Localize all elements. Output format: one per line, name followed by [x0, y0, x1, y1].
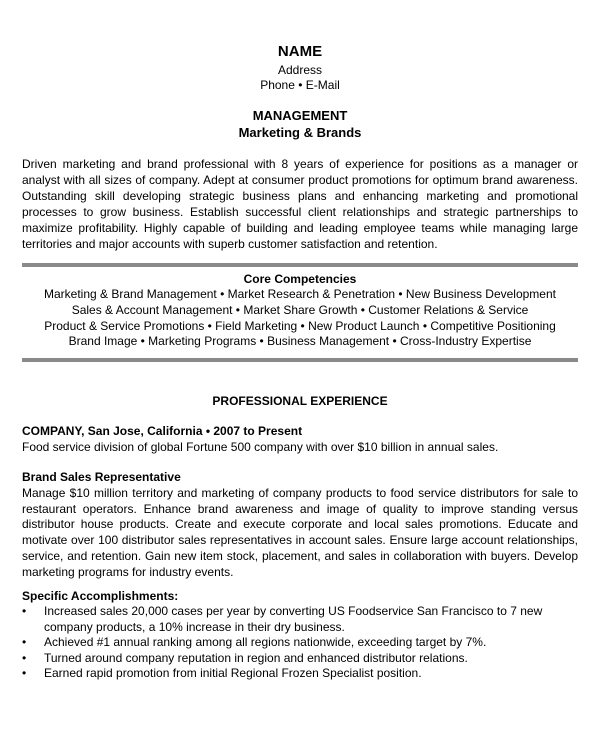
address: Address	[277, 63, 323, 77]
role-description: Manage $10 million territory and marketing of company products to food service distributors for sale to restaurant operators. Enhance brand awareness and image of quality to improve standing versus distributor house products. Create and execute corporate and local sales promotions. Educate and motivate over 100 distributor sales representatives in account sales. Ensure large account relationships, service, and retention. Gain new item stock, placement, and sales in collaboration with buyers. Develop marketing programs for industry events.	[22, 486, 578, 579]
divider-bottom	[22, 358, 578, 362]
list-item: • Achieved #1 annual ranking among all regions nationwide, exceeding target by 7%.	[22, 635, 578, 651]
contact-info: Phone • E-Mail	[260, 78, 340, 92]
role-title: Brand Sales Representative	[22, 470, 181, 484]
competency-line: Marketing & Brand Management • Market Research & Penetration • New Business Development	[44, 287, 556, 301]
divider-top	[22, 263, 578, 267]
competencies-list	[0, 287, 600, 350]
competency-line: Sales & Account Management • Market Share Growth • Customer Relations & Service	[71, 302, 529, 317]
headline-title: MANAGEMENT	[252, 108, 348, 123]
experience-title: PROFESSIONAL EXPERIENCE	[212, 394, 388, 408]
company-description: Food service division of global Fortune 500 company with over $10 billion in annual sales.	[22, 440, 499, 454]
list-item: • Earned rapid promotion from initial Regional Frozen Specialist position.	[22, 666, 578, 682]
competencies-title: Core Competencies	[243, 272, 357, 286]
headline-subtitle: Marketing & Brands	[238, 125, 362, 140]
company-line: COMPANY, San Jose, California • 2007 to Present	[22, 424, 303, 438]
competency-line: Product & Service Promotions • Field Marketing • New Product Launch • Competitive Positioning	[44, 318, 556, 333]
list-item: • Turned around company reputation in region and enhanced distributor relations.	[22, 651, 578, 667]
competency-line: Brand Image • Marketing Programs • Business Management • Cross-Industry Expertise	[68, 334, 532, 349]
accomplishments-title: Specific Accomplishments:	[22, 589, 179, 603]
accomplishments-list	[22, 604, 578, 682]
candidate-name: NAME	[277, 43, 323, 60]
list-item: • Increased sales 20,000 cases per year by converting US Foodservice San Francisco to 7 new company products, a 10% increase in their dry business.	[22, 604, 578, 635]
summary-paragraph: Driven marketing and brand professional with 8 years of experience for positions as a manager or analyst with all sizes of company. Adept at consumer product promotions for optimum brand awareness. Outstanding skill developing strategic business plans and enhancing marketing and promotional processes to grow business. Establish successful client relationships and strategic partnerships to maximize profitability. Highly capable of building and leading employee teams while managing large territories and major accounts with superb customer satisfaction and retention.	[22, 157, 578, 251]
